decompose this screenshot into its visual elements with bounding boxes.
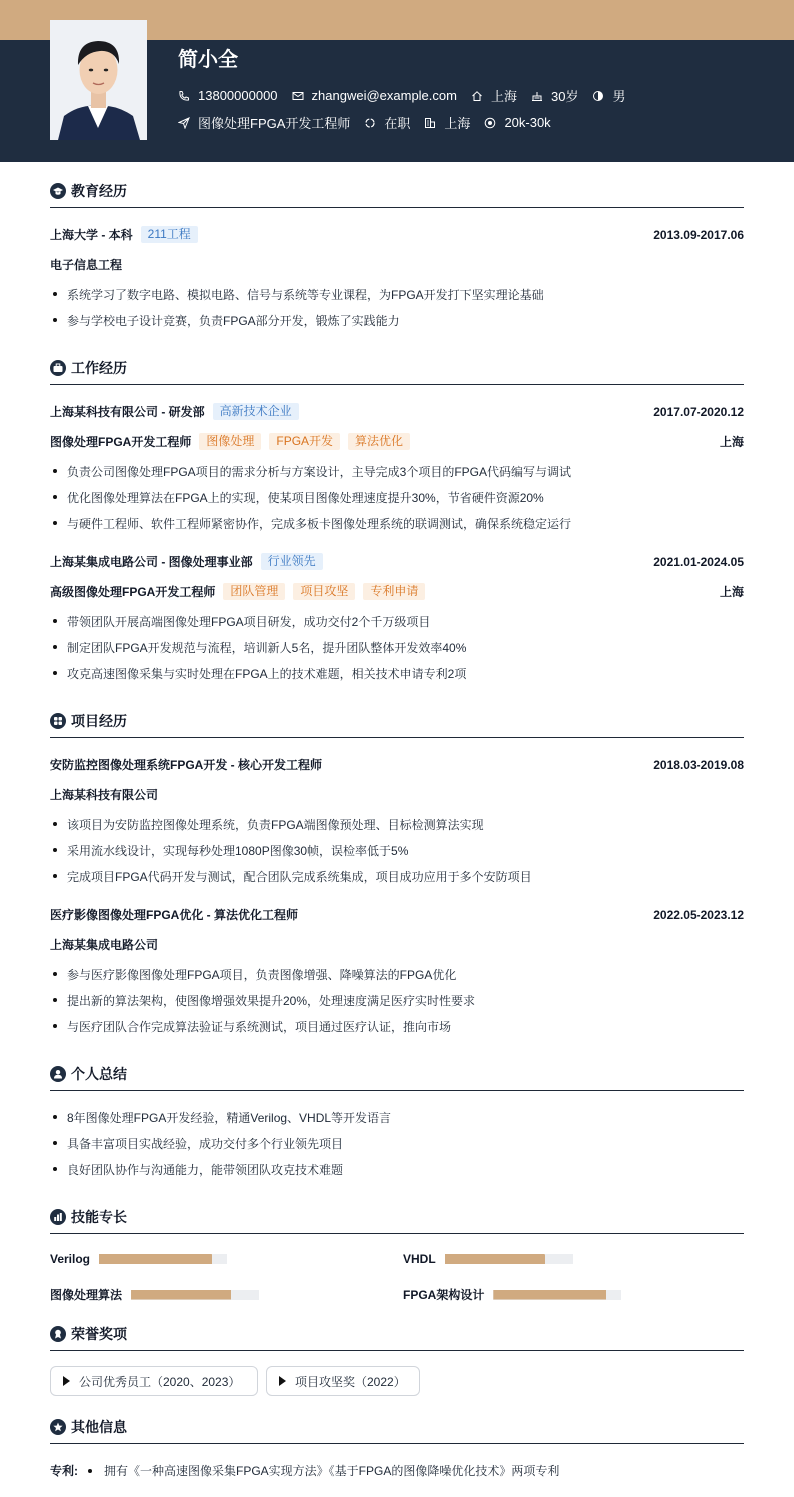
grid-icon bbox=[50, 713, 66, 729]
phone-icon bbox=[178, 90, 190, 102]
list-item: 系统学习了数字电路、模拟电路、信号与系统等专业课程，为FPGA开发打下坚实理论基础 bbox=[50, 286, 544, 303]
project-company: 上海某集成电路公司 bbox=[50, 938, 159, 952]
home-icon bbox=[471, 90, 483, 102]
awards-list bbox=[50, 1366, 744, 1398]
gender-icon bbox=[592, 90, 604, 102]
project-date: 2022.05-2023.12 bbox=[653, 907, 744, 922]
skills-title: 技能专长 bbox=[71, 1209, 127, 1225]
role-tag: 算法优化 bbox=[348, 433, 410, 450]
company-tag: 高新技术企业 bbox=[213, 403, 299, 420]
mail-icon bbox=[292, 90, 304, 102]
list-item: 采用流水线设计，实现每秒处理1080P图像30帧，误检率低于5% bbox=[50, 842, 408, 859]
role-tag: 图像处理 bbox=[199, 433, 261, 450]
work-header bbox=[50, 358, 744, 385]
job-role: 图像处理FPGA开发工程师 bbox=[50, 435, 192, 449]
work-section bbox=[50, 358, 744, 681]
user-icon bbox=[50, 1066, 66, 1082]
salary-info bbox=[484, 115, 550, 130]
skill-item bbox=[50, 1286, 259, 1303]
role-tag: 团队管理 bbox=[223, 583, 285, 600]
email-text: zhangwei@example.com bbox=[311, 88, 457, 103]
list-item: 负责公司图像处理FPGA项目的需求分析与方案设计，主导完成3个项目的FPGA代码编写与调试 bbox=[50, 463, 571, 480]
project-name: 安防监控图像处理系统FPGA开发 - 核心开发工程师 bbox=[50, 758, 322, 772]
job-city: 上海 bbox=[719, 435, 744, 449]
education-section bbox=[50, 181, 744, 328]
project-header-row bbox=[50, 756, 744, 773]
education-title: 教育经历 bbox=[71, 183, 127, 199]
money-icon bbox=[484, 117, 496, 129]
phone-text: 13800000000 bbox=[198, 88, 278, 103]
projects-title: 项目经历 bbox=[71, 713, 127, 729]
city-info bbox=[424, 113, 470, 132]
list-item: 与硬件工程师、软件工程师紧密协作，完成多板卡图像处理系统的联调测试，确保系统稳定运行 bbox=[50, 515, 571, 532]
skills-section bbox=[50, 1207, 744, 1302]
building-icon bbox=[424, 117, 436, 129]
refresh-icon bbox=[364, 117, 376, 129]
job-company: 上海某集成电路公司 - 图像处理事业部 bbox=[50, 555, 253, 569]
project-name: 医疗影像图像处理FPGA优化 - 算法优化工程师 bbox=[50, 908, 298, 922]
list-item: 完成项目FPGA代码开发与测试，配合团队完成系统集成，项目成功应用于多个安防项目 bbox=[50, 868, 532, 885]
salary-text: 20k-30k bbox=[504, 115, 551, 130]
project-company: 上海某科技有限公司 bbox=[50, 788, 159, 802]
patent-text: 拥有《一种高速图像采集FPGA实现方法》《基于FPGA的图像降噪优化技术》两项专利 bbox=[104, 1464, 560, 1478]
patent-label: 专利: bbox=[50, 1464, 78, 1478]
skill-name: VHDL bbox=[403, 1252, 436, 1266]
position-text: 图像处理FPGA开发工程师 bbox=[198, 116, 351, 131]
summary-header bbox=[50, 1064, 744, 1091]
major-name: 电子信息工程 bbox=[50, 258, 123, 272]
job-date: 2021.01-2024.05 bbox=[653, 554, 744, 569]
job-header-row bbox=[50, 403, 744, 420]
list-item: 参与学校电子设计竞赛，负责FPGA部分开发，锻炼了实践能力 bbox=[50, 312, 400, 329]
email-info bbox=[292, 88, 457, 103]
projects-header bbox=[50, 711, 744, 738]
phone-info bbox=[178, 88, 278, 103]
award-icon bbox=[50, 1326, 66, 1342]
job-role-row bbox=[50, 583, 744, 600]
status-text: 在职 bbox=[384, 116, 411, 131]
skills-header bbox=[50, 1207, 744, 1234]
list-item: 与医疗团队合作完成算法验证与系统测试，项目通过医疗认证，推向市场 bbox=[50, 1018, 451, 1035]
list-item: 优化图像处理算法在FPGA上的实现，使某项目图像处理速度提升30%，节省硬件资源20% bbox=[50, 489, 544, 506]
job-header-row bbox=[50, 553, 744, 570]
project-header-row bbox=[50, 906, 744, 923]
summary-section bbox=[50, 1064, 744, 1177]
list-item: 具备丰富项目实战经验，成功交付多个行业领先项目 bbox=[50, 1135, 343, 1152]
list-item: 良好团队协作与沟通能力，能带领团队攻克技术难题 bbox=[50, 1161, 343, 1178]
education-date: 2013.09-2017.06 bbox=[653, 227, 744, 242]
play-icon bbox=[63, 1376, 70, 1386]
status-info bbox=[364, 113, 410, 132]
project-company-row bbox=[50, 786, 744, 803]
summary-title: 个人总结 bbox=[71, 1066, 127, 1082]
position-info bbox=[178, 113, 350, 132]
skill-bar-fill bbox=[445, 1254, 545, 1264]
education-header bbox=[50, 181, 744, 208]
job-date: 2017.07-2020.12 bbox=[653, 404, 744, 419]
skill-bar-fill bbox=[493, 1290, 606, 1300]
send-icon bbox=[178, 117, 190, 129]
skill-name: FPGA架构设计 bbox=[403, 1288, 485, 1302]
list-item: 带领团队开展高端图像处理FPGA项目研发，成功交付2个千万级项目 bbox=[50, 613, 430, 630]
award-text: 项目攻坚奖（2022） bbox=[295, 1374, 406, 1389]
awards-section bbox=[50, 1324, 744, 1389]
list-item: 该项目为安防监控图像处理系统，负责FPGA端图像预处理、目标检测算法实现 bbox=[50, 816, 484, 833]
project-date: 2018.03-2019.08 bbox=[653, 757, 744, 772]
patent-row bbox=[50, 1462, 744, 1479]
role-tag: 专利申请 bbox=[363, 583, 425, 600]
skill-item bbox=[50, 1252, 227, 1266]
star-icon bbox=[50, 1419, 66, 1435]
other-section bbox=[50, 1417, 744, 1478]
list-item: 提出新的算法架构，使图像增强效果提升20%，处理速度满足医疗实时性要求 bbox=[50, 992, 475, 1009]
age-info bbox=[531, 86, 578, 105]
cake-icon bbox=[531, 90, 543, 102]
profile-photo bbox=[50, 20, 147, 140]
age-text: 30岁 bbox=[550, 89, 579, 104]
skill-bar bbox=[99, 1254, 227, 1264]
skill-item bbox=[403, 1252, 573, 1266]
company-tag: 行业领先 bbox=[261, 553, 323, 570]
award-text: 公司优秀员工（2020、2023） bbox=[79, 1374, 241, 1389]
skill-item bbox=[403, 1286, 621, 1303]
project-company-row bbox=[50, 936, 744, 953]
briefcase-icon bbox=[50, 360, 66, 376]
city-text: 上海 bbox=[444, 116, 471, 131]
graduation-cap-icon bbox=[50, 183, 66, 199]
skill-name: 图像处理算法 bbox=[50, 1288, 123, 1302]
other-title: 其他信息 bbox=[71, 1419, 127, 1435]
school-name: 上海大学 - 本科 bbox=[50, 228, 133, 242]
skill-bar bbox=[131, 1290, 259, 1300]
awards-header bbox=[50, 1324, 744, 1351]
awards-title: 荣誉奖项 bbox=[71, 1326, 127, 1342]
job-role-row bbox=[50, 433, 744, 450]
school-tag: 211工程 bbox=[141, 226, 198, 243]
other-header bbox=[50, 1417, 744, 1444]
job-city: 上海 bbox=[719, 585, 744, 599]
list-item: 攻克高速图像采集与实时处理在FPGA上的技术难题，相关技术申请专利2项 bbox=[50, 665, 466, 682]
list-item: 8年图像处理FPGA开发经验，精通Verilog、VHDL等开发语言 bbox=[50, 1109, 391, 1126]
award-item bbox=[50, 1366, 258, 1396]
candidate-name: 简小全 bbox=[178, 49, 238, 71]
role-tag: FPGA开发 bbox=[269, 433, 340, 450]
list-item: 参与医疗影像图像处理FPGA项目，负责图像增强、降噪算法的FPGA优化 bbox=[50, 966, 456, 983]
skill-bar-fill bbox=[99, 1254, 212, 1264]
skill-name: Verilog bbox=[50, 1252, 91, 1266]
major-row bbox=[50, 256, 744, 273]
projects-section bbox=[50, 711, 744, 1034]
skill-bar bbox=[493, 1290, 621, 1300]
role-tag: 项目攻坚 bbox=[293, 583, 355, 600]
location-info bbox=[471, 86, 517, 105]
work-title: 工作经历 bbox=[71, 360, 127, 376]
play-icon bbox=[279, 1376, 286, 1386]
gender-text: 男 bbox=[612, 89, 626, 104]
job-company: 上海某科技有限公司 - 研发部 bbox=[50, 405, 205, 419]
job-intent-row bbox=[178, 113, 565, 132]
skill-bar-fill bbox=[131, 1290, 231, 1300]
location-text: 上海 bbox=[490, 89, 517, 104]
award-item bbox=[266, 1366, 420, 1396]
list-item: 制定团队FPGA开发规范与流程，培训新人5名，提升团队整体开发效率40% bbox=[50, 639, 466, 656]
bar-chart-icon bbox=[50, 1209, 66, 1225]
skill-bar bbox=[445, 1254, 573, 1264]
bullet-dot bbox=[88, 1469, 92, 1473]
education-row bbox=[50, 226, 744, 243]
contact-row bbox=[178, 86, 639, 105]
job-role: 高级图像处理FPGA开发工程师 bbox=[50, 585, 216, 599]
gender-info bbox=[592, 86, 625, 105]
